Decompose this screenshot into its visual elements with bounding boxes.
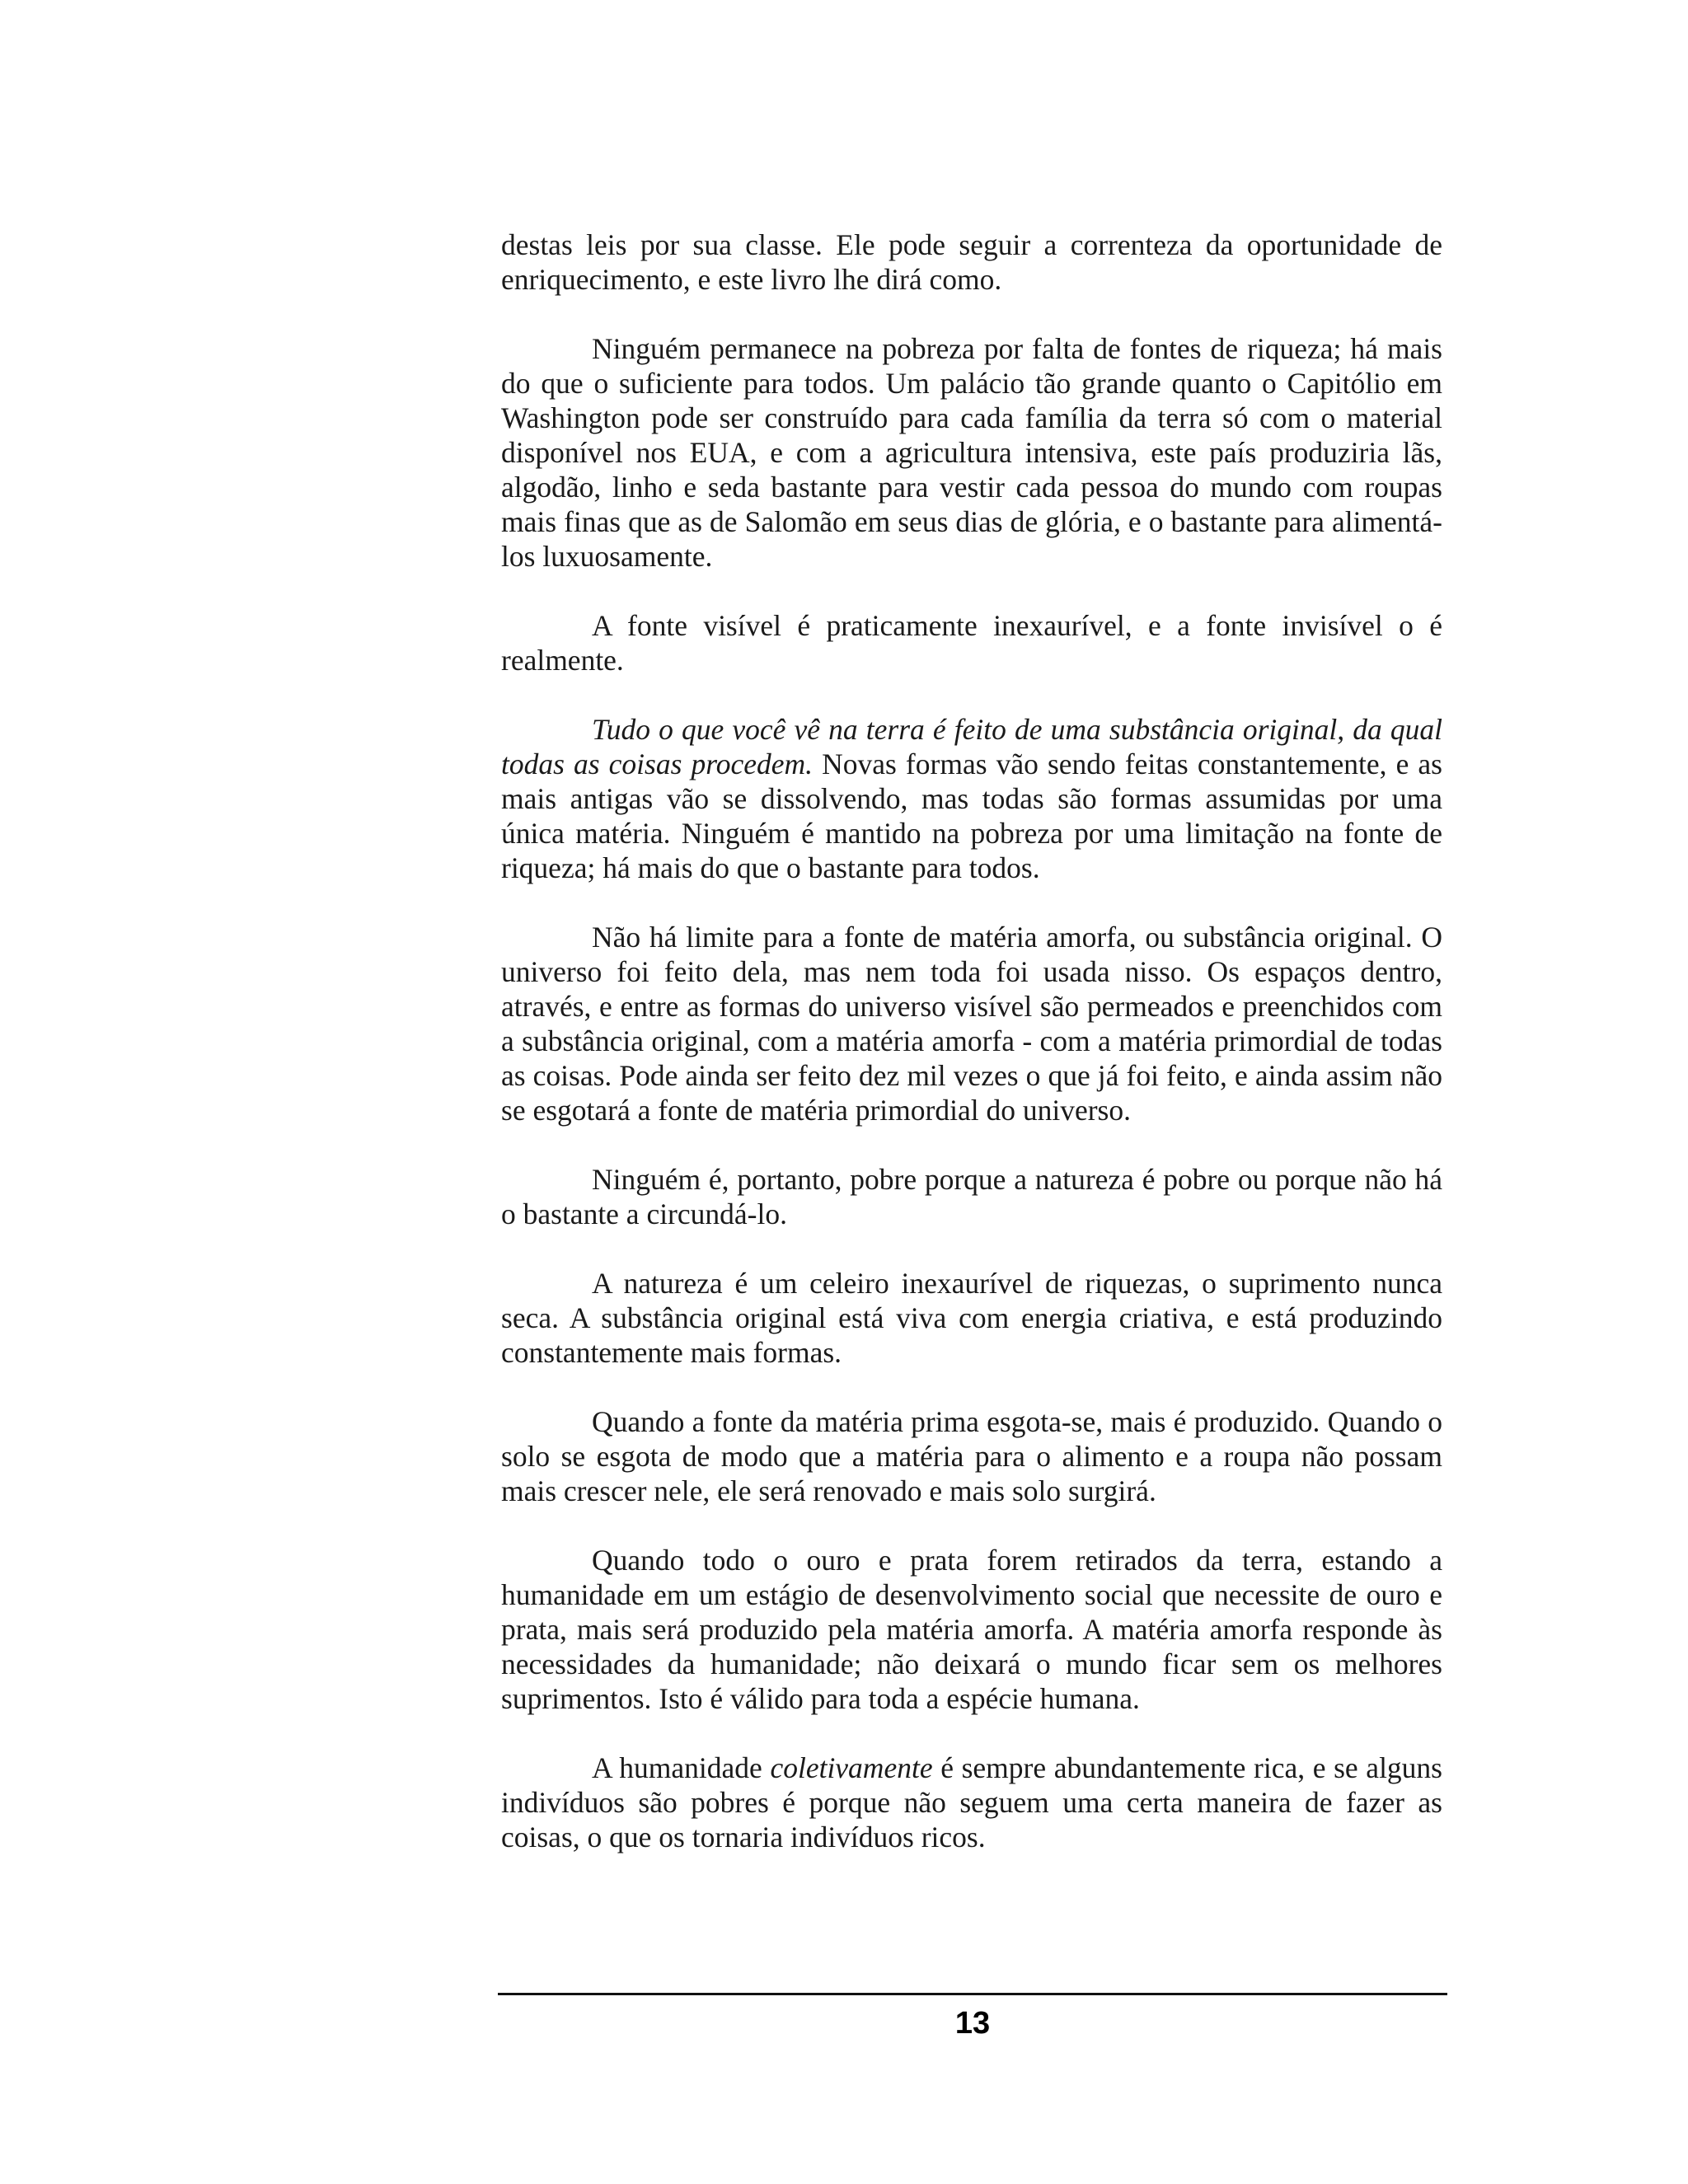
paragraph-6-text: Ninguém é, portanto, pobre porque a natureza é pobre ou porque não há o bastante a circundá-lo. — [501, 1163, 1442, 1230]
paragraph-10-text-after: é sempre abundantemente rica, e se alguns indivíduos são pobres é porque não seguem uma certa maneira de fazer as coisas, o que os tornaria indivíduos ricos. — [501, 1751, 1442, 1854]
paragraph-7 — [501, 1266, 1442, 1370]
paragraph-8 — [501, 1404, 1442, 1508]
paragraph-5-text: Não há limite para a fonte de matéria amorfa, ou substância original. O universo foi feito dela, mas nem toda foi usada nisso. Os espaços dentro, através, e entre as formas do universo visível são permeados e preenchidos com a substância original, com a matéria amorfa - com a matéria primordial de todas as coisas. Pode ainda ser feito dez mil vezes o que já foi feito, e ainda assim não se esgotará a fonte de matéria primordial do universo. — [501, 921, 1442, 1127]
paragraph-10-text-before: A humanidade — [592, 1751, 771, 1784]
paragraph-10 — [501, 1750, 1442, 1854]
paragraph-4-text: Novas formas vão sendo feitas constantemente, e as mais antigas vão se dissolvendo, mas todas são formas assumidas por uma única matéria. Ninguém é mantido na pobreza por uma limitação na fonte de riqueza; há mais do que o bastante para todos. — [501, 748, 1442, 884]
footer-rule — [498, 1993, 1447, 1995]
paragraph-9-text: Quando todo o ouro e prata forem retirados da terra, estando a humanidade em um estágio de desenvolvimento social que necessite de ouro e prata, mais será produzido pela matéria amorfa. A matéria amorfa responde às necessidades da humanidade; não deixará o mundo ficar sem os melhores suprimentos. Isto é válido para toda a espécie humana. — [501, 1544, 1442, 1715]
paragraph-1-text: destas leis por sua classe. Ele pode seguir a correnteza da oportunidade de enriquecimento, e este livro lhe dirá como. — [501, 228, 1442, 296]
paragraph-3-text: A fonte visível é praticamente inexaurível, e a fonte invisível o é realmente. — [501, 609, 1442, 677]
paragraph-3 — [501, 608, 1442, 677]
paragraph-8-text: Quando a fonte da matéria prima esgota-se, mais é produzido. Quando o solo se esgota de modo que a matéria para o alimento e a roupa não possam mais crescer nele, ele será renovado e mais solo surgirá. — [501, 1405, 1442, 1507]
paragraph-1 — [501, 227, 1442, 297]
paragraph-4 — [501, 712, 1442, 885]
paragraph-7-text: A natureza é um celeiro inexaurível de riquezas, o suprimento nunca seca. A substância original está viva com energia criativa, e está produzindo constantemente mais formas. — [501, 1267, 1442, 1369]
paragraph-6 — [501, 1162, 1442, 1231]
body-text — [501, 227, 1442, 1854]
paragraph-5 — [501, 920, 1442, 1127]
paragraph-9 — [501, 1543, 1442, 1716]
paragraph-2-text: Ninguém permanece na pobreza por falta de fontes de riqueza; há mais do que o suficiente para todos. Um palácio tão grande quanto o Capitólio em Washington pode ser construído para cada família da terra só com o material disponível nos EUA, e com a agricultura intensiva, este país produziria lãs, algodão, linho e seda bastante para vestir cada pessoa do mundo com roupas mais finas que as de Salomão em seus dias de glória, e o bastante para alimentá-los luxuosamente. — [501, 332, 1442, 573]
page-number: 13 — [954, 2006, 991, 2041]
paragraph-10-italic: coletivamente — [770, 1751, 933, 1784]
paragraph-2 — [501, 331, 1442, 574]
paragraph-4-italic: Tudo o que você vê na terra é feito de uma substância original, da qual todas as coisas procedem. — [501, 713, 1442, 780]
